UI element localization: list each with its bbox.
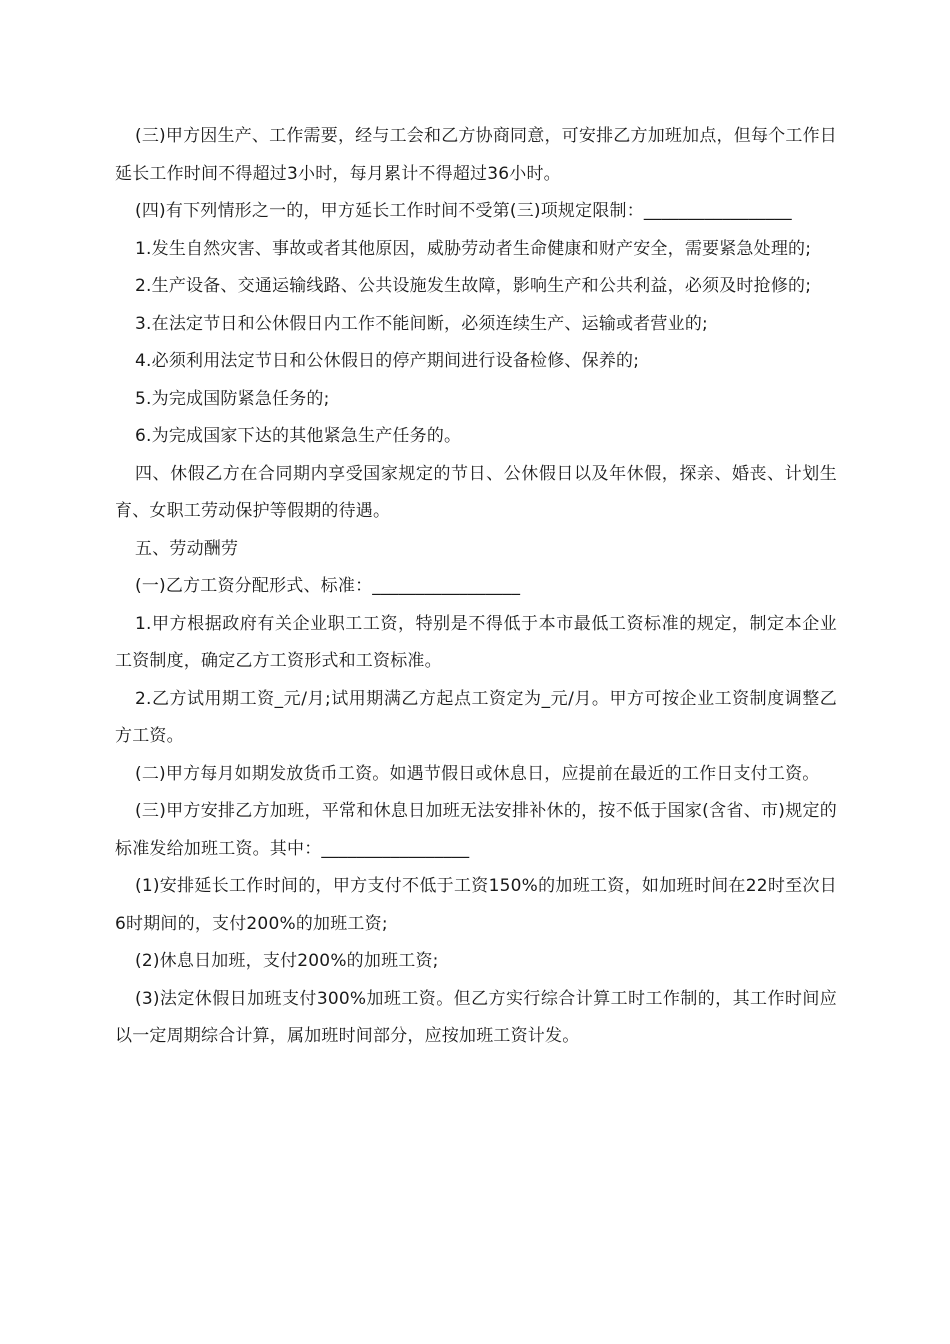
document-body [115, 118, 837, 1056]
paragraph-monthly-payment: (二)甲方每月如期发放货币工资。如遇节假日或休息日，应提前在最近的工作日支付工资。 [135, 763, 820, 784]
paragraph-overtime-exceptions: (四)有下列情形之一的，甲方延长工作时间不受第(三)项规定限制：_________________ [135, 201, 792, 221]
paragraph-overtime-arrangement: (三)甲方因生产、工作需要，经与工会和乙方协商同意，可安排乙方加班加点，但每个工作日延长工作时间不得超过3小时，每月累计不得超过36小时。 [115, 126, 837, 184]
list-item-probation-wage: 2.乙方试用期工资_元/月;试用期满乙方起点工资定为_元/月。甲方可按企业工资制度调整乙方工资。 [115, 688, 837, 746]
list-item-maintenance: 4.必须利用法定节日和公休假日的停产期间进行设备检修、保养的; [135, 351, 640, 371]
list-item-rest-day-pay: (2)休息日加班，支付200%的加班工资; [135, 951, 439, 971]
list-item-wage-system: 1.甲方根据政府有关企业职工工资，特别是不得低于本市最低工资标准的规定，制定本企业工资制度，确定乙方工资形式和工资标准。 [115, 613, 837, 671]
list-item-natural-disaster: 1.发生自然灾害、事故或者其他原因，威胁劳动者生命健康和财产安全，需要紧急处理的; [135, 238, 812, 259]
list-item-state-tasks: 6.为完成国家下达的其他紧急生产任务的。 [135, 426, 462, 446]
list-item-holiday-continuous-work: 3.在法定节日和公休假日内工作不能间断，必须连续生产、运输或者营业的; [135, 313, 708, 334]
section-heading-remuneration: 五、劳动酬劳 [135, 538, 239, 559]
paragraph-wage-form: (一)乙方工资分配形式、标准：_________________ [135, 576, 521, 596]
list-item-national-defense: 5.为完成国防紧急任务的; [135, 388, 330, 409]
list-item-equipment-failure: 2.生产设备、交通运输线路、公共设施发生故障，影响生产和公共利益，必须及时抢修的; [135, 276, 812, 296]
list-item-holiday-pay: (3)法定休假日加班支付300%加班工资。但乙方实行综合计算工时工作制的，其工作时间应以一定周期综合计算，属加班时间部分，应按加班工资计发。 [115, 988, 837, 1046]
paragraph-overtime-pay: (三)甲方安排乙方加班，平常和休息日加班无法安排补休的，按不低于国家(含省、市)规定的标准发给加班工资。其中：_________________ [115, 801, 837, 859]
list-item-extended-hours-pay: (1)安排延长工作时间的，甲方支付不低于工资150%的加班工资，如加班时间在22时至次日6时期间的，支付200%的加班工资; [115, 876, 837, 934]
section-leave: 四、休假乙方在合同期内享受国家规定的节日、公休假日以及年休假，探亲、婚丧、计划生育、女职工劳动保护等假期的待遇。 [115, 463, 837, 521]
